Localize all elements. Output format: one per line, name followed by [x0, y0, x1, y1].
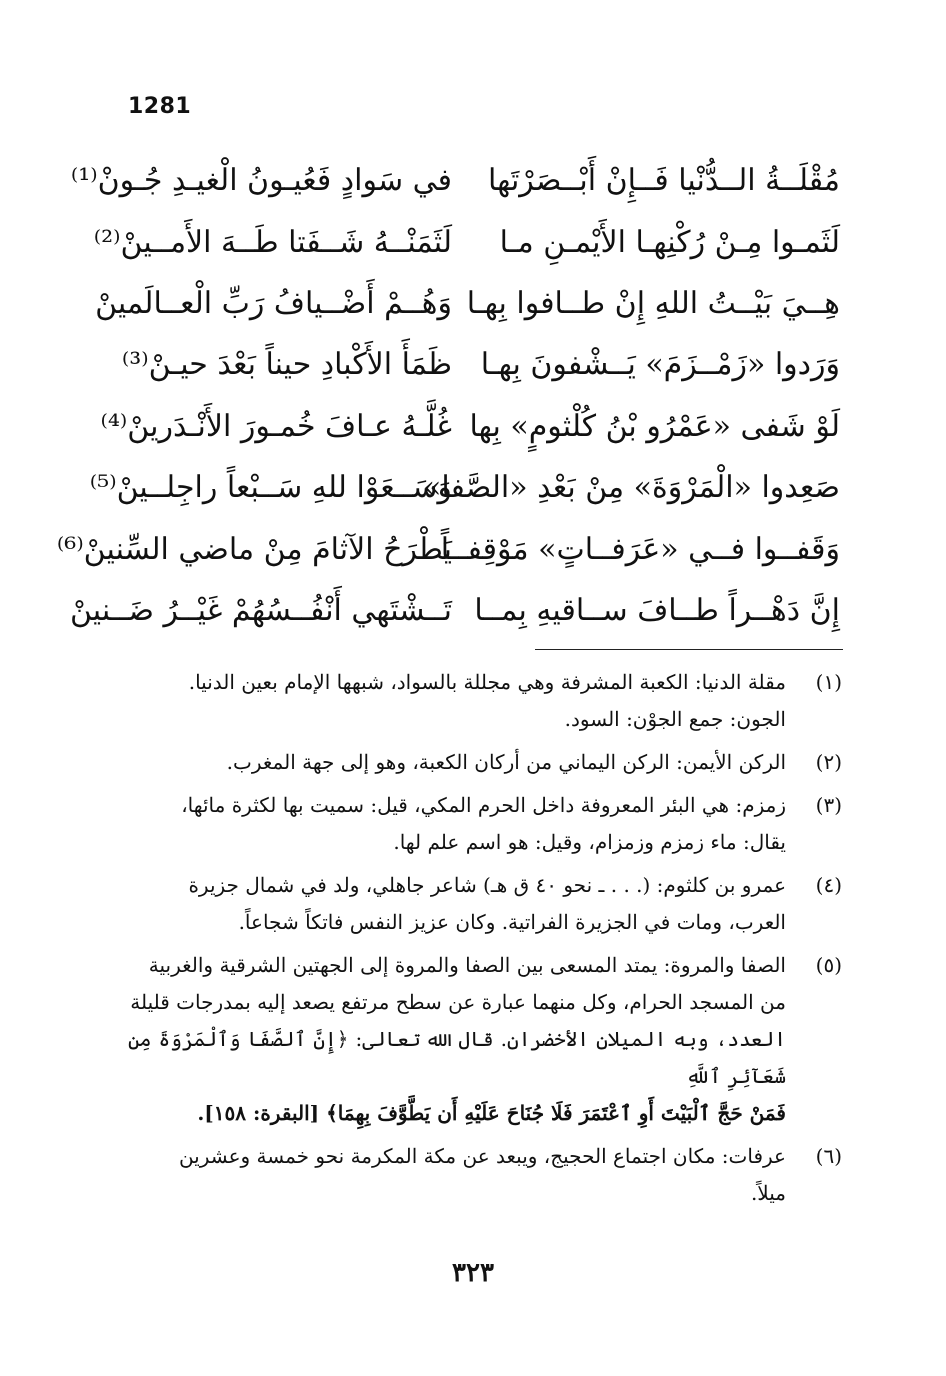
- footnote-text: [128, 787, 786, 861]
- footnote-line: الصفا والمروة: يمتد المسعى بين الصفا والمروة إلى الجهتين الشرقية والغربية: [148, 953, 786, 977]
- footnote-3: [128, 787, 842, 861]
- verse-second-hemistich: وَسَــعَوْا للهِ سَــبْعاً راجِلــينْ⁽⁵⁾: [89, 470, 452, 506]
- footnote-line: الجون: جمع الجوْن: السود.: [564, 707, 786, 731]
- footnote-line: العدد، وبه الميلان الأخضران. قال الله تعالى: ﴿إِنَّ ٱلصَّفَا وَٱلْمَرْوَةَ مِن شَعَآئِرِ ٱللَّهِ: [128, 1027, 786, 1088]
- footnote-number: (٦): [815, 1144, 842, 1168]
- footnote-text: [128, 947, 786, 1132]
- poem-verse: [69, 580, 840, 641]
- footnote-text: [128, 1138, 786, 1212]
- footnote-text: [128, 867, 786, 941]
- poem-verse: [93, 211, 840, 272]
- poem-verse: [56, 518, 840, 579]
- footnote-quran-line: فَمَنْ حَجَّ ٱلْبَيْتَ أَوِ ٱعْتَمَرَ فَلَا جُنَاحَ عَلَيْهِ أَن يَطَّوَّفَ بِهِمَا﴾ [البقرة: ١٥٨].: [197, 1101, 786, 1125]
- footnote-number: (٢): [815, 750, 842, 774]
- verse-second-hemistich: وَهُــمْ أَضْــيافُ رَبِّ الْعــالَمينْ: [95, 285, 452, 321]
- verse-second-hemistich: لَثَمَنْــهُ شَــفَتا طَــهَ الأَمــينْ⁽²⁾: [93, 224, 452, 260]
- poem-verse: [121, 334, 840, 395]
- verse-first-hemistich: لَوْ شَفى «عَمْرُو بْنُ كُلْثومٍ» بِها: [469, 408, 840, 444]
- footnote-number: (٥): [815, 953, 842, 977]
- verse-first-hemistich: صَعِدوا «الْمَرْوَةَ» مِنْ بَعْدِ «الصَّفا»: [423, 470, 840, 506]
- footnote-line: ميلاً.: [750, 1181, 786, 1205]
- footnote-4: [128, 867, 842, 941]
- footnotes: [128, 664, 842, 1218]
- footnote-number: (٣): [815, 793, 842, 817]
- verse-first-hemistich: وَقَفــوا فــي «عَرَفــاتٍ» مَوْقِفــاً: [440, 531, 840, 567]
- footnote-5: [128, 947, 842, 1132]
- footnote-line: يقال: ماء زمزم وزمزام، وقيل: هو اسم علم لها.: [393, 830, 786, 854]
- footnote-line: مقلة الدنيا: الكعبة المشرفة وهي مجللة بالسواد، شبهها الإمام بعين الدنيا.: [188, 670, 786, 694]
- verse-first-hemistich: لَثَمـوا مِـنْ رُكْنِهـا الأَيْمـنِ مـا: [499, 224, 840, 260]
- footnote-number: (١): [815, 670, 842, 694]
- footnote-1: [128, 664, 842, 738]
- footnote-line: عرفات: مكان اجتماع الحجيج، ويبعد عن مكة المكرمة نحو خمسة وعشرين: [178, 1144, 786, 1168]
- verse-second-hemistich: غُلَّـهُ عـافَ خُمـورَ الأَنْـدَرينْ⁽⁴⁾: [100, 408, 452, 444]
- verse-first-hemistich: وَرَدوا «زَمْــزَمَ» يَــشْفونَ بِهـا: [480, 347, 840, 383]
- footnote-6: [128, 1138, 842, 1212]
- footnote-2: [128, 744, 842, 781]
- footnote-line: من المسجد الحرام، وكل منهما عبارة عن سطح مرتفع يصعد إليه بمدرجات قليلة: [130, 990, 786, 1014]
- footnote-text: [128, 664, 786, 738]
- verse-second-hemistich: تَــشْتَهي أَنْفُــسُهُمْ غَيْــرُ ضَــنينْ: [69, 592, 452, 628]
- verse-second-hemistich: في سَوادٍ فَعُيـونُ الْغيـدِ جُـونْ⁽¹⁾: [70, 163, 452, 199]
- verse-first-hemistich: مُقْلَــةُ الــدُّنْيا فَــإِنْ أَبْــصَرْتَها: [487, 163, 840, 199]
- page-number-bottom: ٣٢٣: [452, 1258, 494, 1288]
- footnote-separator-rule: [535, 649, 843, 650]
- footnote-line: العرب، ومات في الجزيرة الفراتية. وكان عزيز النفس فاتكاً شجاعاً.: [238, 910, 786, 934]
- footnote-line: زمزم: هي البئر المعروفة داخل الحرم المكي، قيل: سميت بها لكثرة مائها،: [181, 793, 786, 817]
- poem-verse: [95, 273, 840, 334]
- footnote-line: الركن الأيمن: الركن اليماني من أركان الكعبة، وهو إلى جهة المغرب.: [226, 750, 786, 774]
- footnote-line: عمرو بن كلثوم: (. . . ـ نحو ٤٠ ق هـ) شاعر جاهلي، ولد في شمال جزيرة: [188, 873, 786, 897]
- poem: [56, 150, 840, 641]
- verse-first-hemistich: هِــيَ بَيْــتُ اللهِ إِنْ طــافوا بِهـا: [466, 285, 840, 321]
- page-number-top: 1281: [128, 94, 192, 119]
- poem-verse: [89, 457, 840, 518]
- verse-second-hemistich: يَطْرَحُ الآثامَ مِنْ ماضي السِّنينْ⁽⁶⁾: [56, 531, 452, 567]
- footnote-text: [128, 744, 786, 781]
- verse-second-hemistich: ظَمَأَ الأَكْبادِ حيناً بَعْدَ حيـنْ⁽³⁾: [121, 347, 452, 383]
- poem-verse: [70, 150, 840, 211]
- verse-first-hemistich: إِنَّ دَهْــراً طــافَ ســاقيهِ بِمــا: [474, 592, 840, 628]
- poem-verse: [100, 396, 840, 457]
- footnote-number: (٤): [815, 873, 842, 897]
